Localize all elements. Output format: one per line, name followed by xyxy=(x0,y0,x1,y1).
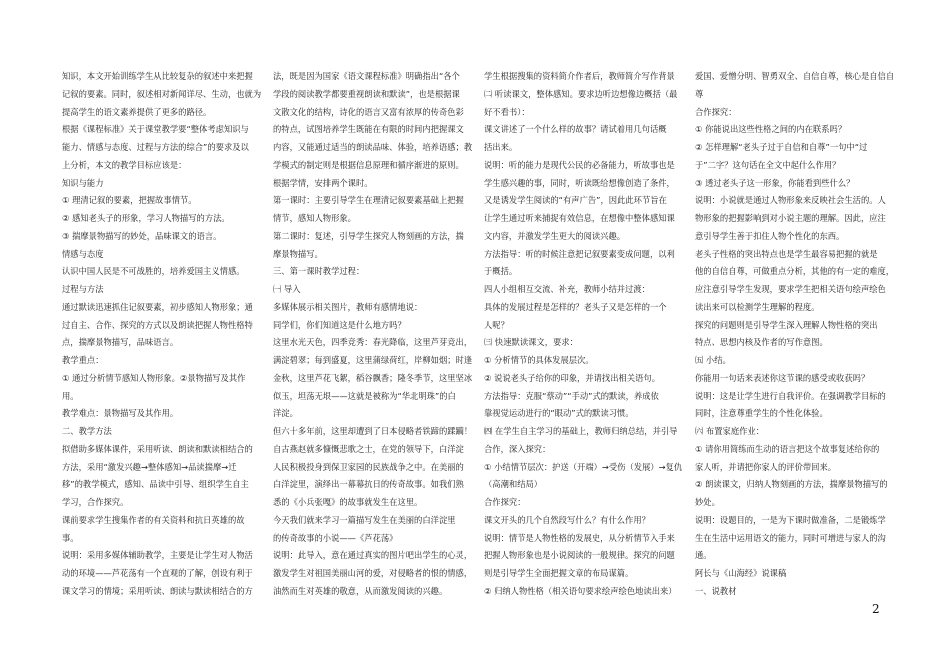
text-line: 学段的阅读教学都要重视朗读和默读”，也是根据课 xyxy=(273,88,460,99)
text-line: 家人听，并请把你家人的评价带回来。 xyxy=(695,461,837,472)
text-line: 说明：听的能力是现代公民的必备能力，听故事也是 xyxy=(484,159,675,170)
text-line: 生在生活中运用语文的能力，同时可增进与家人的沟 xyxy=(695,532,886,543)
text-line: ㈠ 导入 xyxy=(273,284,301,294)
text-line: 点，揣摩景物描写，品味语言。 xyxy=(62,337,179,348)
text-line: 情感与态度 xyxy=(62,248,104,259)
text-line: 妙处。 xyxy=(695,497,720,507)
text-line: 似玉，坦荡无垠——这就是被称为“华北明珠”的白 xyxy=(273,390,456,401)
text-line: 金秋，这里芦花飞絮，稻谷飘香；隆冬季节，这里坚冰 xyxy=(273,372,473,383)
text-line: ③ 透过老头子这一形象，你能看到些什么？ xyxy=(695,177,855,188)
text-line: 今天我们就来学习一篇描写发生在美丽的白洋淀里 xyxy=(273,514,456,525)
text-line: 于概括。 xyxy=(484,266,518,277)
text-line: ㈥ 布置家庭作业： xyxy=(695,426,765,436)
text-line: 通。 xyxy=(695,550,712,561)
text-line: 满淀碧翠；每到盛夏，这里蒲绿荷红，岸柳如烟；时逢 xyxy=(273,355,473,365)
text-line: 上分析，本文的教学目标应该是： xyxy=(62,159,187,170)
text-line: 油然而生对英雄的敬意，从而激发阅读的兴趣。 xyxy=(273,585,448,596)
text-line: 课前要求学生搜集作者的有关资料和抗日英雄的故 xyxy=(62,514,245,525)
text-line: 摩景物描写。 xyxy=(273,248,323,259)
text-line: 二、教学方法 xyxy=(62,426,112,436)
text-line: 第二课时：复述，引导学生探究人物刻画的方法，揣 xyxy=(273,230,464,241)
text-line: ① 请你用简练而生动的语言把这个故事复述给你的 xyxy=(695,443,880,454)
text-line: 说明：小说就是通过人物形象来反映社会生活的。人 xyxy=(695,195,886,206)
text-line: 法，既是因为国家《语文课程标准》明确指出“各个 xyxy=(273,71,460,81)
text-line: 根据学情，安排两个课时。 xyxy=(273,177,373,188)
text-line: 尊 xyxy=(695,88,704,99)
text-line: （高潮和结局） xyxy=(484,479,543,490)
text-line: 激发学生对祖国美丽山河的爱，对侵略者的恨的情感， xyxy=(273,568,473,578)
text-line: 阿长与《山海经》说课稿 xyxy=(695,568,787,578)
text-line: 合作探究： xyxy=(695,106,737,117)
text-line: 文内容，并激发学生更大的阅读兴趣。 xyxy=(484,230,626,241)
text-line: 说明：情节是人物性格的发展史，从分析情节入手来 xyxy=(484,532,675,543)
text-line: ② 感知老头子的形象，学习人物描写的方法。 xyxy=(62,213,230,223)
text-line: ㈣ 在学生自主学习的基础上，教师归纳总结，并引导 xyxy=(484,426,678,436)
text-line: 认识中国人民是不可战胜的，培养爱国主义情感。 xyxy=(62,266,245,277)
text-line: 老头子性格的突出特点也是学生最容易把握的就是 xyxy=(695,248,878,259)
text-line: 说明：采用多媒体辅助教学，主要是让学生对人物活 xyxy=(62,550,253,561)
text-line: 学生根据搜集的资料简介作者后，教师简介写作背景 xyxy=(484,71,675,81)
text-line: 同学们，你们知道这是什么地方吗？ xyxy=(273,319,406,330)
text-line: 人民积极投身到保卫家园的民族战争之中。在美丽的 xyxy=(273,461,464,472)
text-line: 方法，采用“激发兴趣→整体感知→品读揣摩→迁 xyxy=(62,461,237,472)
text-line: 事。 xyxy=(62,532,79,543)
text-line: 让学生通过听来捕捉有效信息，在想像中整体感知课 xyxy=(484,213,675,223)
text-line: 读出来可以检测学生理解的程度。 xyxy=(695,301,820,312)
text-line: ① 理清记叙的要素，把握故事情节。 xyxy=(62,195,197,206)
text-line: 白洋淀里，演绎出一幕幕抗日的传奇故事。如我们熟 xyxy=(273,479,464,490)
text-line: 自古燕赵就多慷慨悲歌之士，在党的领导下，白洋淀 xyxy=(273,443,464,454)
text-line: ② 朗读课文，归纳人物刻画的方法，揣摩景物描写的 xyxy=(695,479,888,490)
text-column-4 xyxy=(695,68,900,601)
text-line: ㈤ 小结。 xyxy=(695,355,731,365)
text-line: ② 怎样理解“老头子过于自信和自尊”一句中“过 xyxy=(695,142,868,152)
text-line: 括出来。 xyxy=(484,142,518,152)
text-line: 又是诱发学生阅读的“有声广告”，因此此环节旨在 xyxy=(484,195,667,206)
text-line: 用。 xyxy=(62,390,79,401)
text-line: 方法指导：克服“蔡动”“手动”式的默读，养成依 xyxy=(484,390,659,401)
text-line: 方法指导：听的时候注意把记叙要素变成问题，以利 xyxy=(484,248,675,259)
text-line: 学习，合作探究。 xyxy=(62,497,129,507)
text-line: 第一课时：主要引导学生在理清记叙要素基础上把握 xyxy=(273,195,464,206)
text-line: ① 你能说出这些性格之间的内在联系吗？ xyxy=(695,124,847,135)
text-line: ① 分析情节的具体发展层次。 xyxy=(484,355,594,365)
text-line: ② 归纳人物性格（相关语句要求绘声绘色地读出来） xyxy=(484,585,677,596)
text-line: ㈢ 快速默读课文，要求： xyxy=(484,337,578,348)
text-line: ② 说说老头子给你的印象，并请找出相关语句。 xyxy=(484,372,661,383)
text-line: 他的自信自尊，可做重点分析，其他的有一定的难度， xyxy=(695,266,895,277)
text-line: 内容，又能通过适当的朗读品味、体验，培养语感；教 xyxy=(273,142,473,152)
text-line: 合作探究： xyxy=(484,497,526,507)
text-line: 教学重点： xyxy=(62,355,104,365)
text-line: 学模式的制定则是根据信息原理和循序渐进的原则。 xyxy=(273,159,464,170)
text-line: 人呢？ xyxy=(484,319,509,330)
text-line: 好不看书）： xyxy=(484,106,530,117)
text-line: ① 小结情节层次：护送（开端）→受伤（发展）→复仇 xyxy=(484,461,683,472)
text-line: 把握人物形象也是小说阅读的一般规律。探究的问题 xyxy=(484,550,675,561)
text-line: 意引导学生善于扣住人物个性化的东西。 xyxy=(695,230,845,241)
text-line: 这里水光天色，四季竞秀：春光降临，这里芦芽竞出， xyxy=(273,337,473,348)
text-line: 具体的发展过程是怎样的？老头子又是怎样的一个 xyxy=(484,301,667,312)
text-column-1 xyxy=(62,68,262,601)
text-line: 情节，感知人物形象。 xyxy=(273,213,356,223)
text-line: 说明：此导入，意在通过真实的图片吧出学生的心灵， xyxy=(273,550,473,561)
text-line: 悉的《小兵张嘎》的故事就发生在这里。 xyxy=(273,497,423,507)
text-line: 能力、情感与态度、过程与方法的综合”的要求及以 xyxy=(62,142,249,152)
page-number: 2 xyxy=(872,602,880,616)
text-line: 多媒体展示相关图片，教师有感情地说： xyxy=(273,301,423,312)
text-line: 物形象的把握影响到对小说主题的理解。因此，应注 xyxy=(695,213,886,223)
text-line: 过程与方法 xyxy=(62,284,104,294)
text-line: 同时，注意尊重学生的个性化体验。 xyxy=(695,408,828,419)
text-line: 你能用一句话来表述你这节课的感受或收获吗？ xyxy=(695,372,870,383)
text-line: 说明：这是让学生进行自我评价。在强调教学目标的 xyxy=(695,390,886,401)
text-column-2 xyxy=(273,68,473,601)
text-line: 提高学生的语文素养提供了更多的路径。 xyxy=(62,106,212,117)
text-line: 教学难点：景物描写及其作用。 xyxy=(62,408,179,419)
text-line: 通过默读迅速抓住记叙要素，初步感知人物形象；通 xyxy=(62,301,253,312)
text-line: 记叙的要素。同时，叙述相对新闻详尽、生动，也就为 xyxy=(62,88,262,99)
text-line: 说明：设题目的，一是为下课时做准备，二是锻炼学 xyxy=(695,514,886,525)
text-line: 的特点，试图培养学生既能在有限的时间内把握课文 xyxy=(273,124,464,135)
text-line: 知识与能力 xyxy=(62,177,104,188)
text-line: 三、第一课时教学过程： xyxy=(273,266,365,277)
text-line: 合作，深入探究： xyxy=(484,443,551,454)
text-line: 学生感兴趣的事，同时，听读既给想像创造了条件， xyxy=(484,177,675,188)
text-line: 文散文化的结构，诗化的语言又富有浓厚的传奇色彩 xyxy=(273,106,464,117)
text-line: 爱国、爱憎分明、智勇双全、自信自尊，核心是自信自 xyxy=(695,71,895,81)
text-line: 课文开头的几个自然段写什么？有什么作用？ xyxy=(484,514,650,525)
text-line: 于”二字？这句话在全文中起什么作用？ xyxy=(695,159,841,170)
text-line: 应注意引导学生发现，要求学生把相关语句绘声绘色 xyxy=(695,284,886,294)
text-line: 则是引导学生全面把握文章的布局谋篇。 xyxy=(484,568,634,578)
text-line: 知识，本文开始训练学生从比较复杂的叙述中来把握 xyxy=(62,71,253,81)
text-line: 特点、思想内核及作者的写作意图。 xyxy=(695,337,828,348)
text-line: 的传奇故事的小说——《芦花荡》 xyxy=(273,532,398,543)
text-line: ③ 揣摩景物描写的妙处，品味课文的语言。 xyxy=(62,230,222,241)
text-line: 靠视觉运动进行的“眼动”式的默读习惯。 xyxy=(484,408,634,419)
text-line: 动的环境——芦花荡有一个直观的了解，创设有利于 xyxy=(62,568,253,578)
text-line: ① 通过分析情节感知人物形象。②景物描写及其作 xyxy=(62,372,246,383)
text-line: 探究的问题则是引导学生深入理解人物性格的突出 xyxy=(695,319,878,330)
text-line: 移”的教学模式，感知、品读中引导、组织学生自主 xyxy=(62,479,249,490)
text-line: 过自主、合作、探究的方式以及朗读把握人物性格特 xyxy=(62,319,253,330)
text-line: 四人小组相互交流、补充，教师小结并过渡： xyxy=(484,284,650,294)
text-line: 但六十多年前，这里却遭到了日本侵略者铁蹄的蹂躏！ xyxy=(273,426,473,436)
text-line: 一、说教材 xyxy=(695,585,737,596)
text-line: 拟借助多媒体课件，采用听读、朗读和默读相结合的 xyxy=(62,443,253,454)
text-line: 根据《课程标准》关于课堂教学要“整体考虑知识与 xyxy=(62,124,249,135)
text-column-3 xyxy=(484,68,684,601)
text-line: 课文讲述了一个什么样的故事？请试着用几句话概 xyxy=(484,124,667,135)
text-line: 洋淀。 xyxy=(273,408,298,419)
text-line: 课文学习的情境；采用听读、朗读与默读相结合的方 xyxy=(62,585,253,596)
text-line: ㈡ 听读课文，整体感知。要求边听边想像边概括（最 xyxy=(484,88,678,99)
